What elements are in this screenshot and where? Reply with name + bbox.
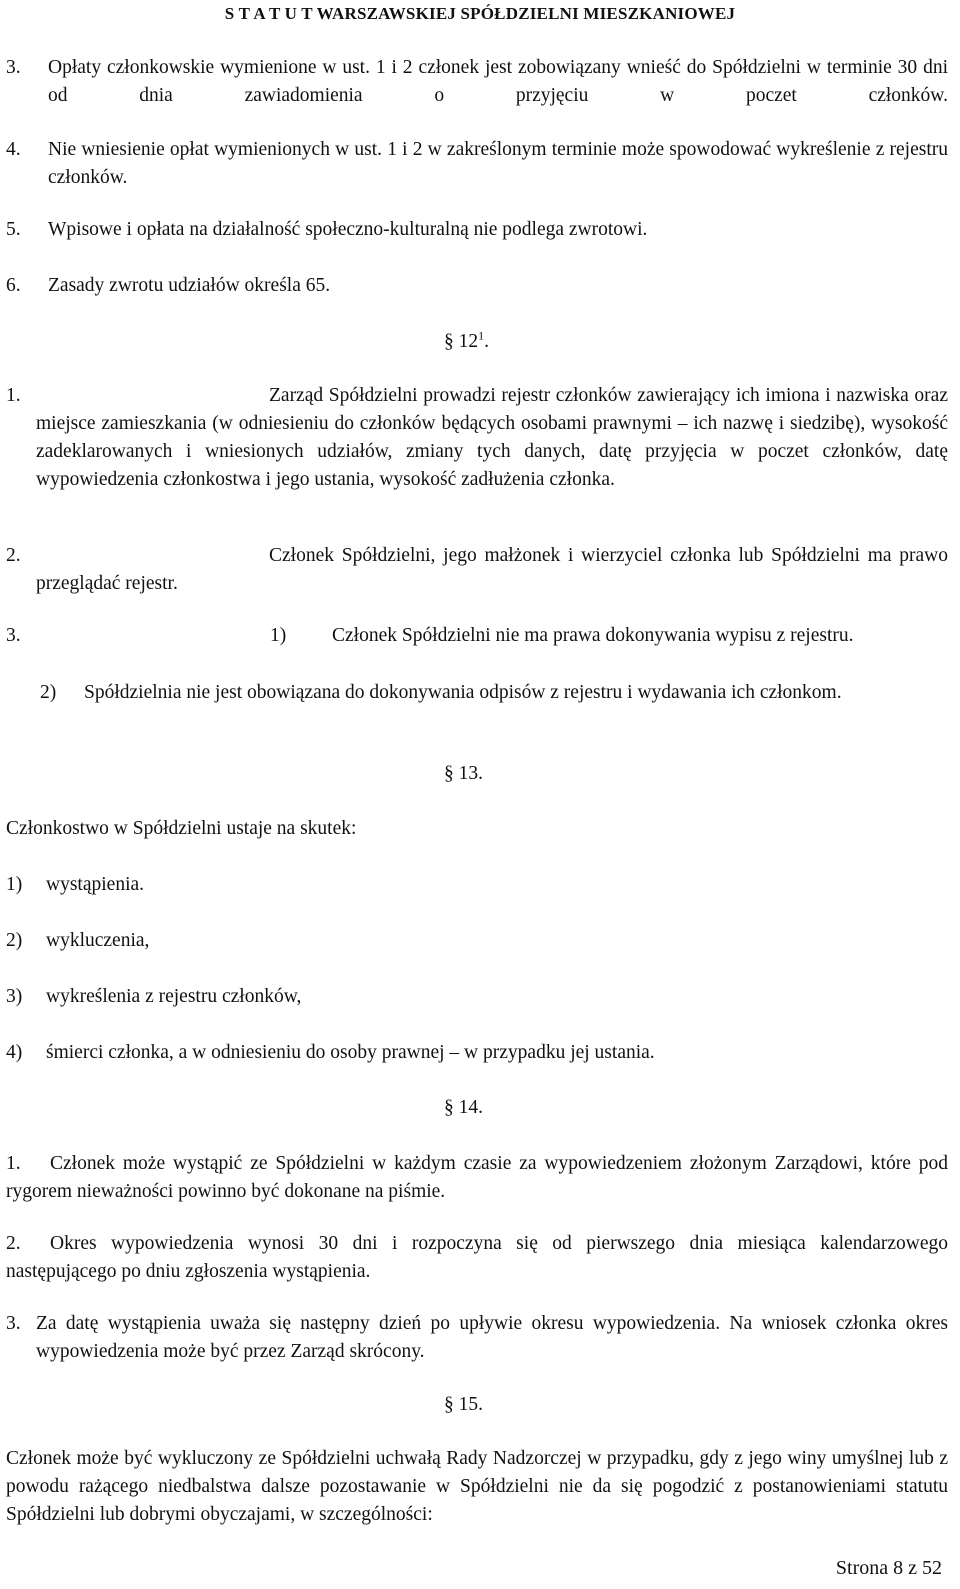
list-item-text: wykreślenia z rejestru członków, [46, 986, 302, 1007]
section-heading-period: . [484, 331, 489, 352]
section-heading [444, 1094, 483, 1122]
section-number: 15. [458, 1394, 483, 1415]
list-item-number: 1. [6, 1153, 21, 1174]
list-item-number: 4) [6, 1042, 23, 1063]
section-number: 12 [458, 331, 479, 352]
section-number: 13. [458, 763, 483, 784]
paragraph-text: Nie wniesienie opłat wymienionych w ust. 1 i 2 w zakreślonym terminie może spowodować wykreślenie z rejestru członków. [48, 139, 948, 188]
section-sign: § [444, 763, 454, 784]
paragraph: Członek Spółdzielni, jego małżonek i wierzyciel członka lub Spółdzielni ma prawo przeglądać rejestr. [36, 545, 948, 594]
list-item-number: 6. [6, 275, 21, 296]
list-item-number: 1) [6, 874, 23, 895]
sub-item-number: 1) [270, 625, 287, 646]
list-item-number: 1. [6, 385, 21, 406]
section-sign: § [444, 331, 454, 352]
section-heading [444, 328, 489, 356]
section-number: 14. [458, 1097, 483, 1118]
list-item-text: śmierci członka, a w odniesieniu do osoby prawnej – w przypadku jej ustania. [46, 1042, 655, 1063]
paragraph [48, 136, 948, 192]
paragraph: Okres wypowiedzenia wynosi 30 dni i rozpoczyna się od pierwszego dnia miesiąca kalendarzowego następującego po dniu zgłoszenia wystąpienia. [6, 1233, 948, 1282]
list-item-number: 5. [6, 219, 21, 240]
section-heading [444, 1391, 483, 1419]
paragraph: Członek Spółdzielni nie ma prawa dokonywania wypisu z rejestru. [332, 625, 854, 646]
paragraph: Członek może być wykluczony ze Spółdzielni uchwałą Rady Nadzorczej w przypadku, gdy z jego winy umyślnej lub z powodu rażącego niedbalstwa dalsze pozostawanie w Spółdzielni nie da się pogodzić z postanowieniami statutu Spółdzielni lub dobrymi obyczajami, w szczególności: [6, 1448, 948, 1525]
list-item-number: 2. [6, 1233, 21, 1254]
document-header: S T A T U T WARSZAWSKIEJ SPÓŁDZIELNI MIESZKANIOWEJ [224, 4, 736, 23]
list-item-text: wystąpienia. [46, 874, 145, 895]
paragraph: Wpisowe i opłata na działalność społeczno-kulturalną nie podlega zwrotowi. [48, 219, 648, 240]
list-item-text: wykluczenia, [46, 930, 150, 951]
section-superscript: 1 [478, 328, 485, 343]
paragraph: Za datę wystąpienia uważa się następny dzień po upływie okresu wypowiedzenia. Na wniosek członka okres wypowiedzenia może być przez Zarząd skrócony. [36, 1313, 948, 1362]
list-item-number: 3. [6, 1313, 21, 1334]
list-item-number: 4. [6, 139, 21, 160]
section-sign: § [444, 1394, 454, 1415]
paragraph: Członek może wystąpić ze Spółdzielni w każdym czasie za wypowiedzeniem złożonym Zarządowi, które pod rygorem nieważności powinno być dokonane na piśmie. [6, 1153, 948, 1202]
section-heading [444, 760, 483, 788]
list-item-number: 2. [6, 545, 21, 566]
paragraph-text: Opłaty członkowskie wymienione w ust. 1 i 2 członek jest zobowiązany wnieść do Spółdzielni w terminie 30 dni od dnia zawiadomienia o przyjęciu w poczet członków. [48, 57, 948, 106]
list-item-number: 3. [6, 57, 21, 78]
paragraph: Zasady zwrotu udziałów określa 65. [48, 275, 331, 296]
paragraph: Członkostwo w Spółdzielni ustaje na skutek: [6, 818, 357, 839]
paragraph: Spółdzielnia nie jest obowiązana do dokonywania odpisów z rejestru i wydawania ich członkom. [84, 682, 842, 703]
section-sign: § [444, 1097, 454, 1118]
sub-item-number: 2) [40, 682, 57, 703]
page-number: Strona 8 z 52 [835, 1557, 942, 1579]
list-item-number: 2) [6, 930, 23, 951]
list-item-number: 3) [6, 986, 23, 1007]
list-item-number: 3. [6, 625, 21, 646]
paragraph: Zarząd Spółdzielni prowadzi rejestr członków zawierający ich imiona i nazwiska oraz miejsce zamieszkania (w odniesieniu do członków będących osobami prawnymi – ich nazwę i siedzibę), wysokość zadeklarowanych i wniesionych udziałów, zmiany tych danych, datę przyjęcia w poczet członków, datę wypowiedzenia członkostwa i jego ustania, wysokość zadłużenia członka. [36, 385, 948, 490]
paragraph [48, 54, 948, 110]
